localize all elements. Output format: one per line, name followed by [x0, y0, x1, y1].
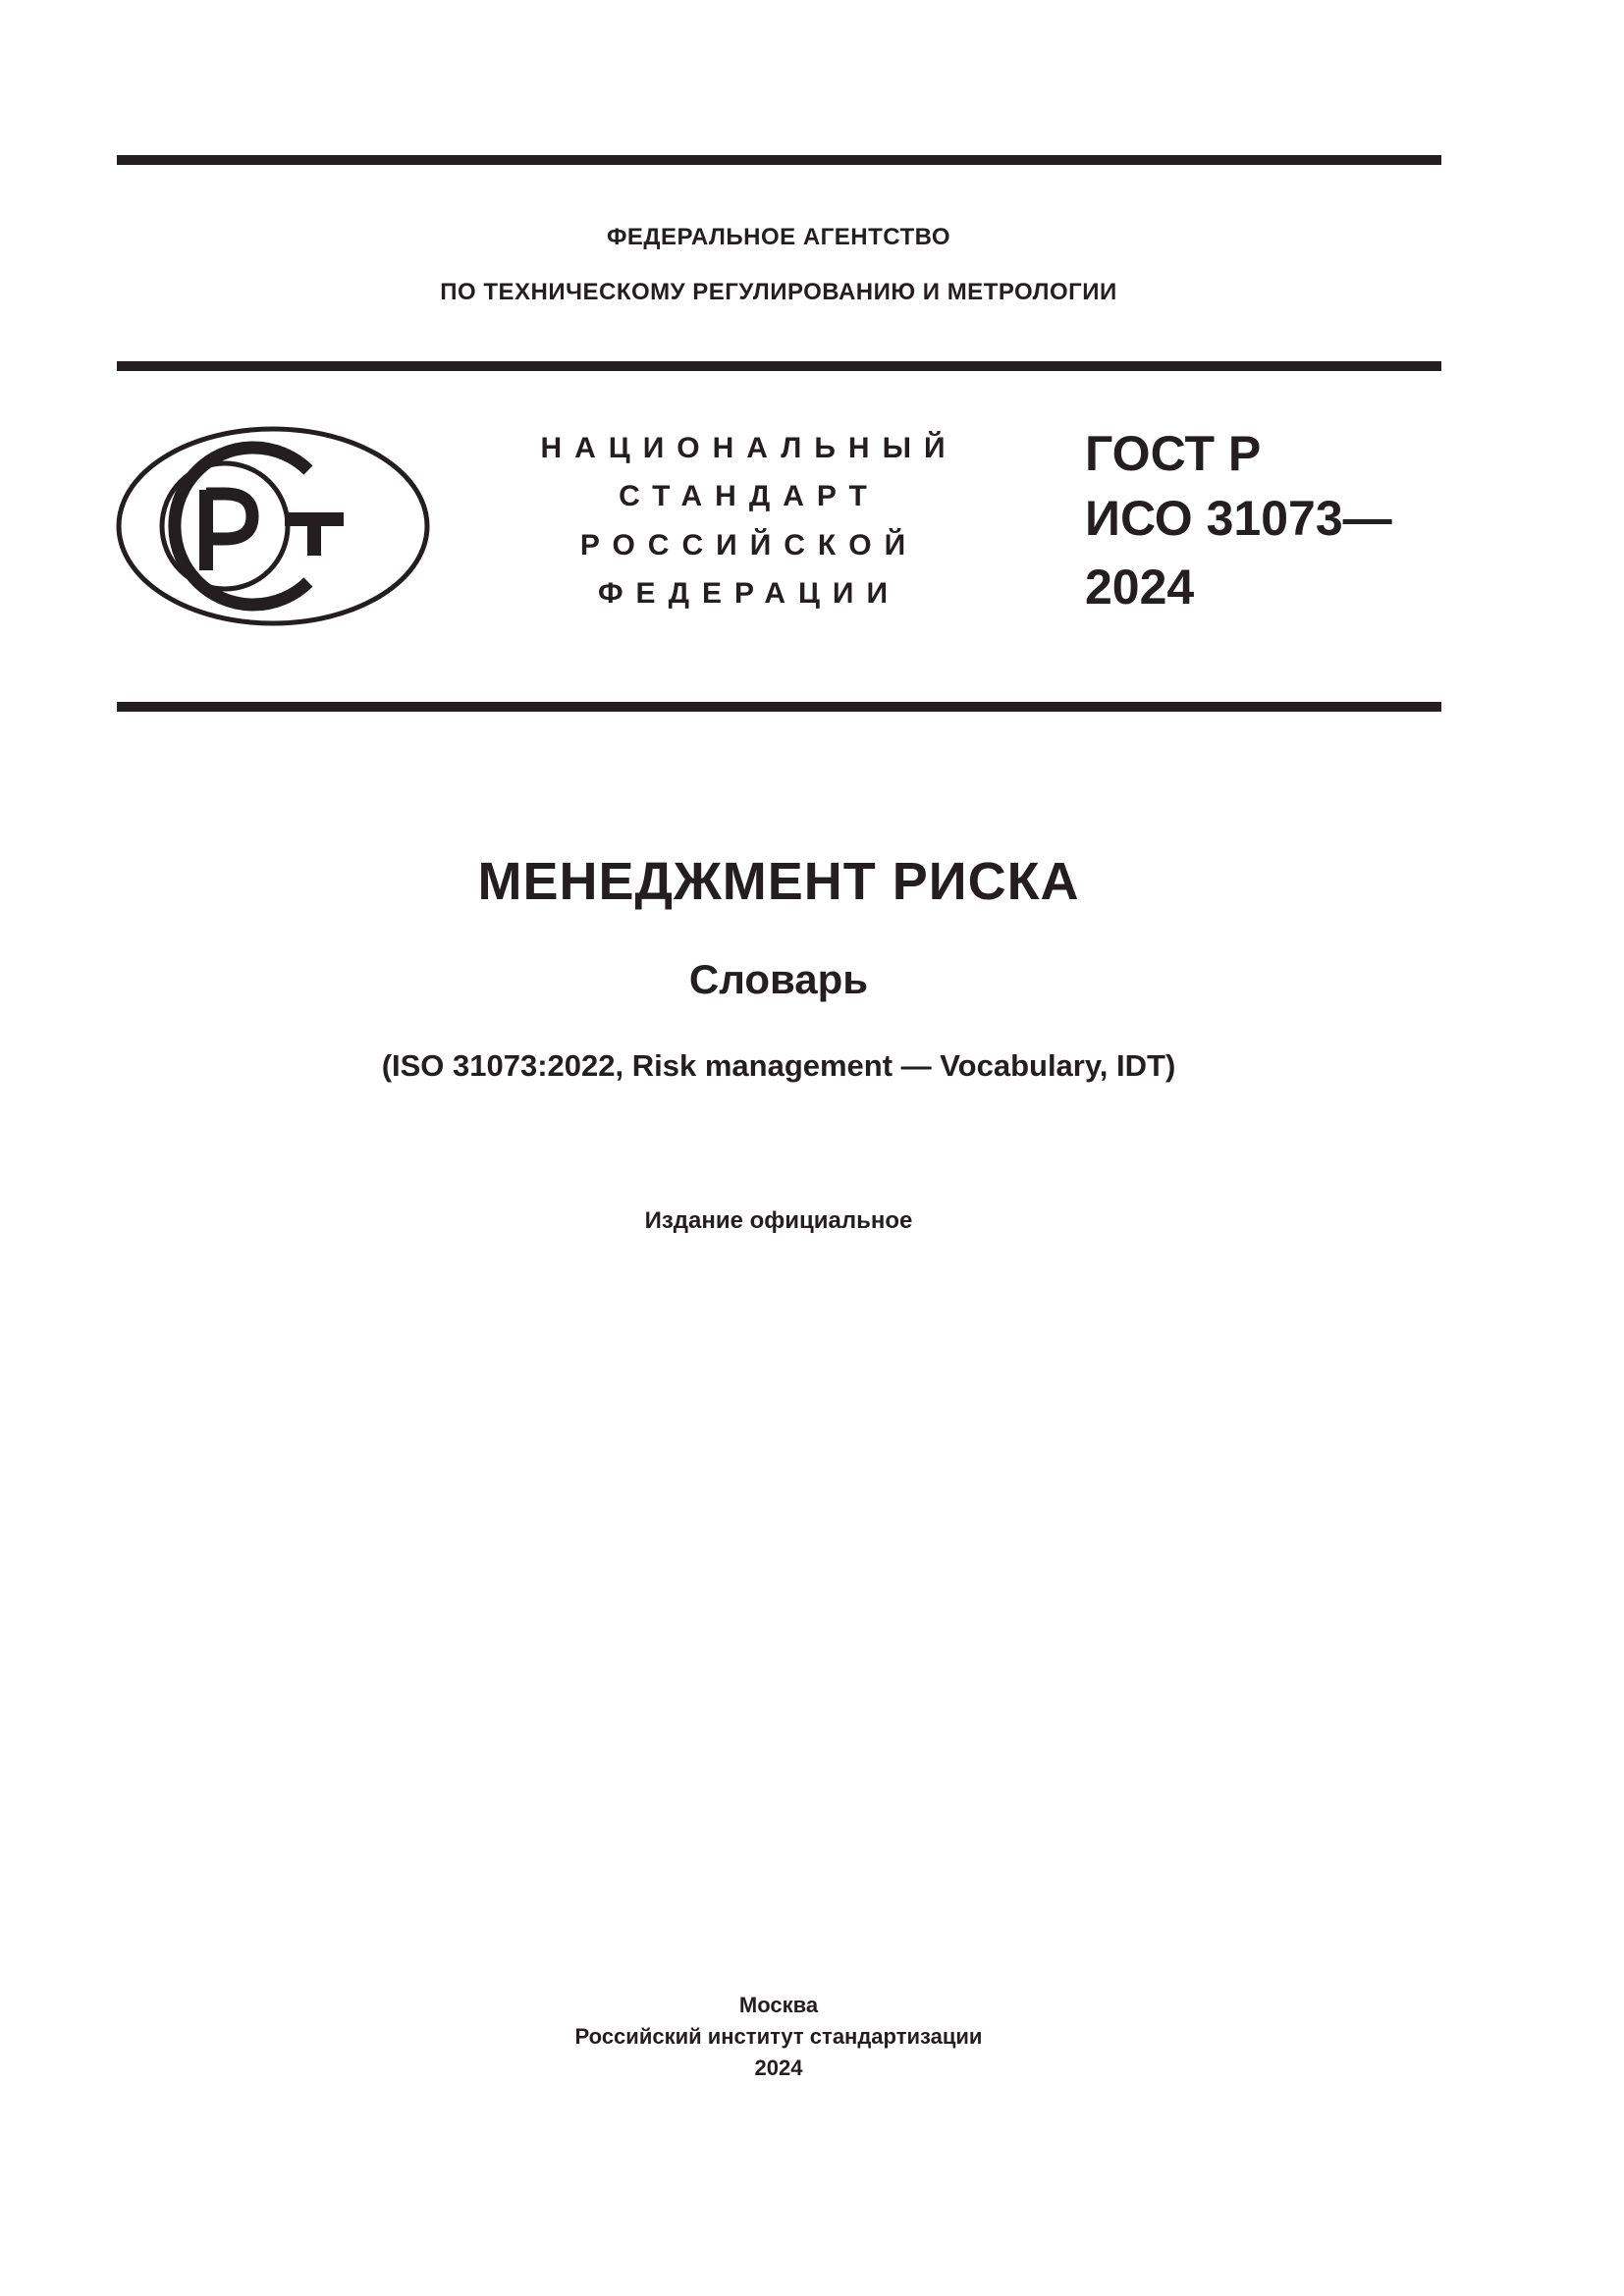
national-standard-line: НАЦИОНАЛЬНЫЙ: [540, 432, 958, 464]
publication-year: 2024: [754, 2056, 803, 2080]
document-subtitle: Словарь: [688, 956, 869, 1002]
header-rule: [117, 361, 1441, 371]
original-standard-reference: (ISO 31073:2022, Risk management — Vocabulary, IDT): [381, 1048, 1176, 1083]
agency-name-line1: ФЕДЕРАЛЬНОЕ АГЕНТСТВО: [606, 224, 951, 250]
agency-name-line2: ПО ТЕХНИЧЕСКОМУ РЕГУЛИРОВАНИЮ И МЕТРОЛОГИИ: [440, 279, 1117, 305]
document-title: МЕНЕДЖМЕНТ РИСКА: [477, 852, 1080, 911]
publisher-city: Москва: [738, 1993, 819, 2017]
standard-code-line: 2024: [1085, 560, 1195, 614]
top-rule: [117, 155, 1441, 165]
standard-code-line: ГОСТ Р: [1085, 426, 1262, 481]
national-standard-line: РОССИЙСКОЙ: [579, 529, 919, 561]
standard-code-line: ИСО 31073—: [1085, 491, 1392, 546]
title-block-rule: [117, 702, 1441, 712]
national-standard-line: ФЕДЕРАЦИИ: [597, 577, 901, 610]
national-standard-line: СТАНДАРТ: [619, 480, 880, 512]
edition-label: Издание официальное: [644, 1207, 913, 1234]
rst-certification-mark-icon: [115, 425, 431, 627]
publisher-name: Российский институт стандартизации: [574, 2024, 983, 2049]
